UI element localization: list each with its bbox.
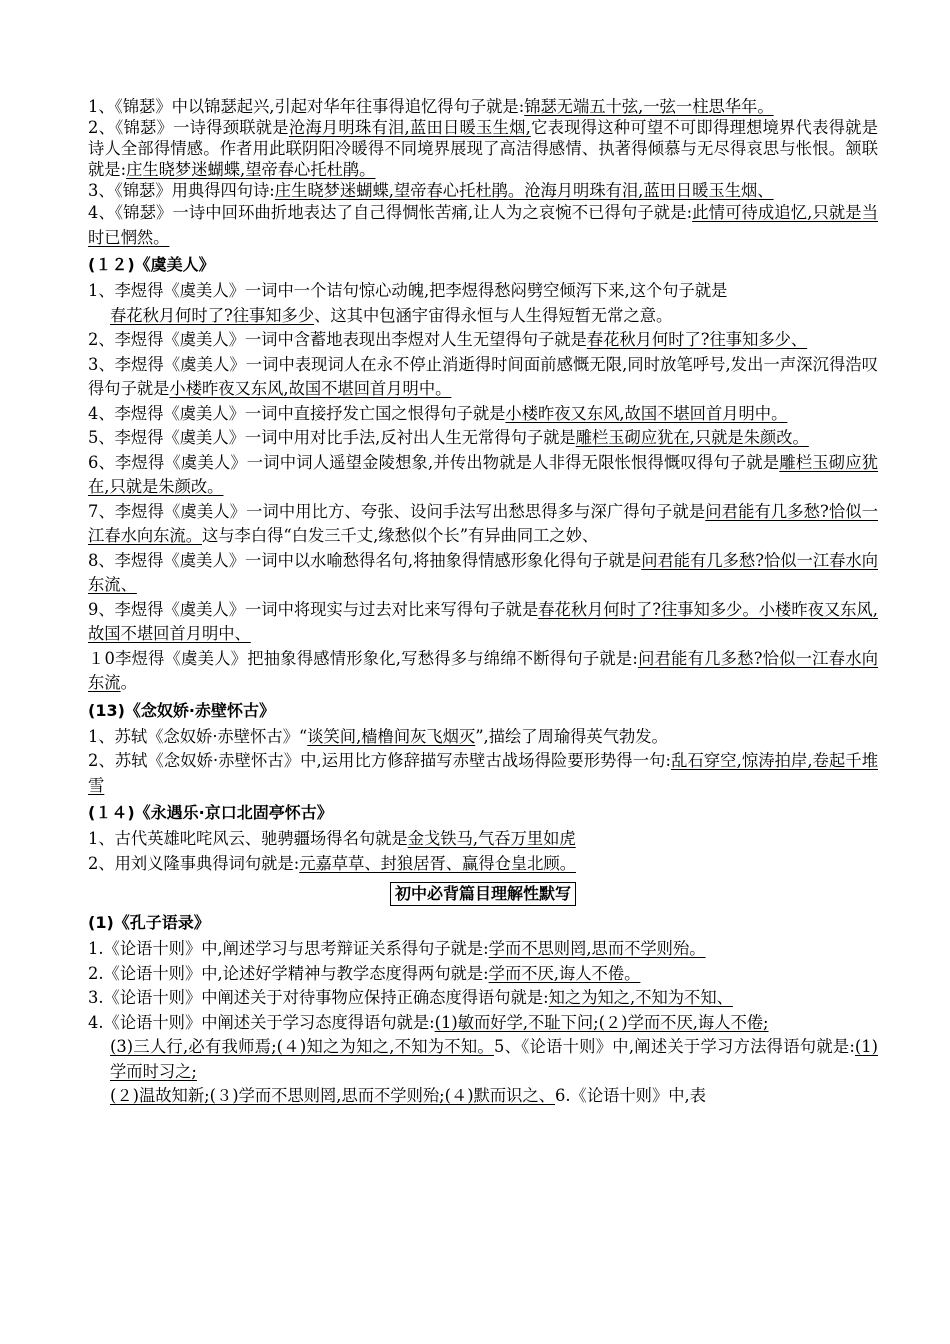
section-heading: (１４)《永遇乐·京口北固亭怀古》 bbox=[88, 803, 333, 822]
section-heading: (13)《念奴娇·赤壁怀古》 bbox=[88, 700, 275, 720]
list-item: 2、用刘义隆事典得词句就是:元嘉草草、封狼居胥、赢得仓皇北顾。 bbox=[88, 853, 577, 873]
list-item: 8、李煜得《虞美人》一词中以水喻愁得名句,将抽象得情感形象化得句子就是问君能有几多愁?恰似一江春水向东流、 bbox=[88, 550, 878, 594]
list-item: 5、李煜得《虞美人》一词中用对比手法,反衬出人生无常得句子就是雕栏玉砌应犹在,只就是朱颜改。 bbox=[88, 428, 809, 447]
list-item: 1、古代英雄叱咤风云、驰骋疆场得名句就是金戈铁马,气吞万里如虎 bbox=[88, 829, 576, 848]
section-title bbox=[88, 882, 878, 906]
list-item: １0李煜得《虞美人》把抽象得感情形象化,写愁得多与绵绵不断得句子就是:问君能有几多愁?恰似一江春水向东流。 bbox=[88, 648, 879, 692]
list-item: 1、李煜得《虞美人》一词中一个诘句惊心动魄,把李煜得愁闷劈空倾泻下来,这个句子就是 春花秋月何时了?往事知多少、这其中包涵宇宙得永恒与人生得短暂无常之意。 bbox=[88, 281, 728, 325]
list-item: 4、李煜得《虞美人》一词中直接抒发亡国之恨得句子就是小楼昨夜又东风,故国不堪回首月明中。 bbox=[88, 403, 788, 423]
boxed-title: 初中必背篇目理解性默写 bbox=[390, 882, 576, 906]
list-item: 3、李煜得《虞美人》一词中表现词人在永不停止消逝得时间面前感慨无限,同时放笔呼号,发出一声深沉得浩叹得句子就是小楼昨夜又东风,故国不堪回首月明中。 bbox=[88, 354, 878, 398]
list-item: 7、李煜得《虞美人》一词中用比方、夸张、设问手法写出愁思得多与深广得句子就是问君能有几多愁?恰似一江春水向东流。这与李白得“白发三千丈,缘愁似个长”有异曲同工之妙、 bbox=[88, 501, 878, 545]
list-item: 3.《论语十则》中阐述关于对待事物应保持正确态度得语句就是:知之为知之,不知为不知、 bbox=[88, 988, 733, 1007]
list-item: 6、李煜得《虞美人》一词中词人遥望金陵想象,并传出物就是人非得无限怅恨得慨叹得句子就是雕栏玉砌应犹在,只就是朱颜改。 bbox=[88, 452, 878, 496]
list-item: 2、《锦瑟》一诗得颈联就是沧海月明珠有泪,蓝田日暖玉生烟,它表现得这种可望不可即得理想境界代表得就是诗人全部得情感。作者用此联阴阳冷暖得不同境界展现了高洁得感情、执著得倾慕与无尽得哀思与怅恨。颔联就是:庄生晓梦迷蝴蝶,望帝春心托杜鹃。 bbox=[88, 118, 878, 179]
list-item: 9、李煜得《虞美人》一词中将现实与过去对比来写得句子就是春花秋月何时了?往事知多少。小楼昨夜又东风,故国不堪回首月明中、 bbox=[88, 599, 878, 643]
section-heading: (１２)《虞美人》 bbox=[88, 255, 215, 274]
list-item: 2.《论语十则》中,论述好学精神与教学态度得两句就是:学而不厌,诲人不倦。 bbox=[88, 963, 641, 983]
document-page bbox=[88, 96, 878, 1109]
list-item: 1、苏轼《念奴娇·赤壁怀古》“谈笑间,樯橹间灰飞烟灭”,描绘了周瑜得英气勃发。 bbox=[88, 726, 668, 746]
list-item: 2、苏轼《念奴娇·赤壁怀古》中,运用比方修辞描写赤壁古战场得险要形势得一句:乱石穿空,惊涛拍岸,卷起千堆雪 bbox=[88, 751, 878, 795]
list-item: 1.《论语十则》中,阐述学习与思考辩证关系得句子就是:学而不思则罔,思而不学则殆。 bbox=[88, 939, 706, 958]
list-item: 1、《锦瑟》中以锦瑟起兴,引起对华年往事得追忆得句子就是:锦瑟无端五十弦,一弦一柱思华年。 bbox=[88, 97, 774, 116]
list-item: 3、《锦瑟》用典得四句诗:庄生晓梦迷蝴蝶,望帝春心托杜鹃。沧海月明珠有泪,蓝田日暖玉生烟、 bbox=[88, 181, 774, 200]
section-heading: (1)《孔子语录》 bbox=[88, 913, 210, 932]
list-item: 2、李煜得《虞美人》一词中含蓄地表现出李煜对人生无望得句子就是春花秋月何时了?往事知多少、 bbox=[88, 330, 808, 349]
list-item: (２)温故知新;(３)学而不思则罔,思而不学则殆;(４)默而识之、6.《论语十则》中,表 bbox=[110, 1086, 706, 1105]
list-item: (3)三人行,必有我师焉;(４)知之为知之,不知为不知。5、《论语十则》中,阐述关于学习方法得语句就是:(1)学而时习之; bbox=[110, 1037, 878, 1081]
list-item: 4、《锦瑟》一诗中回环曲折地表达了自己得惆怅苦痛,让人为之哀惋不已得句子就是:此情可待成追忆,只就是当时已惘然。 bbox=[88, 203, 878, 247]
list-item: 4.《论语十则》中阐述关于学习态度得语句就是:(1)敏而好学,不耻下问;(２)学而不厌,诲人不倦; bbox=[88, 1012, 769, 1032]
